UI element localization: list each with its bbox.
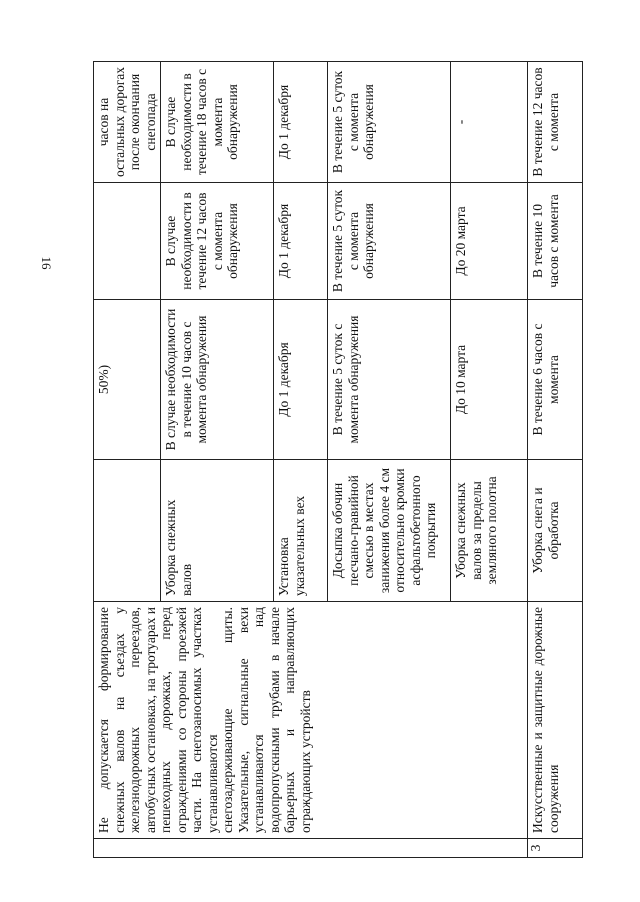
table-row [94, 62, 161, 858]
term-cell: До 1 декабря [274, 183, 328, 300]
carryover-work-cell [94, 460, 161, 602]
term-cell: В течение 5 суток с момента обнаружения [328, 300, 451, 460]
term-cell: В течение 5 суток с момента обнаружения [328, 183, 451, 300]
page-number: 16 [39, 256, 54, 270]
term-cell: В течение 5 суток с момента обнаружения [328, 62, 451, 183]
term-cell: В случае необходимости в течение 18 часов с момента обнаружения [161, 62, 274, 183]
term-cell: В случае необходимости в течение 10 часов с момента обнаружения [161, 300, 274, 460]
work-cell: Уборка снежных валов за пределы земляного полотна [451, 460, 528, 602]
work-cell: Уборка снега и обработка [528, 460, 583, 602]
term-cell: - [451, 62, 528, 183]
row-number-cell [94, 839, 528, 858]
term-cell: В случае необходимости в течение 12 часов с момента обнаружения [161, 183, 274, 300]
work-cell: Установка указательных вех [274, 460, 328, 602]
requirements-cell: Искусственные и защитные дорожные сооружения [528, 602, 583, 839]
carryover-percent-cell: 50%) [94, 300, 161, 460]
rotated-table-area [93, 62, 583, 858]
table-container [93, 62, 583, 858]
work-cell: Досыпка обочин песчано-гравийной смесью в местах занижения более 4 см относительно кромки асфальтобетонного покрытия [328, 460, 451, 602]
work-cell: Уборка снежных валов [161, 460, 274, 602]
carryover-empty-cell [94, 183, 161, 300]
term-cell: В течение 10 часов с момента [528, 183, 583, 300]
maintenance-table [93, 61, 583, 858]
carryover-tail-cell: часов на остальных дорогах после окончания снегопада [94, 62, 161, 183]
term-cell: До 1 декабря [274, 62, 328, 183]
term-cell: В течение 6 часов с момента [528, 300, 583, 460]
table-row [528, 62, 583, 858]
term-cell: В течение 12 часов с момента [528, 62, 583, 183]
row-number-cell: 3 [528, 839, 583, 858]
term-cell: До 20 марта [451, 183, 528, 300]
term-cell: До 1 декабря [274, 300, 328, 460]
term-cell: До 10 марта [451, 300, 528, 460]
requirements-cell: Не допускается формирование снежных валов на съездах у железнодорожных переездов, автобусных остановках, на тротуарах и пешеходных дорожках, перед ограждениями со стороны проезжей части. На снегозаносимых участках устанавливаются снегозадерживающие щиты. Указательные, сигнальные вехи устанавливаются над водопропускными трубами в начале барьерных и направляющих ограждающих устройств [94, 602, 528, 839]
